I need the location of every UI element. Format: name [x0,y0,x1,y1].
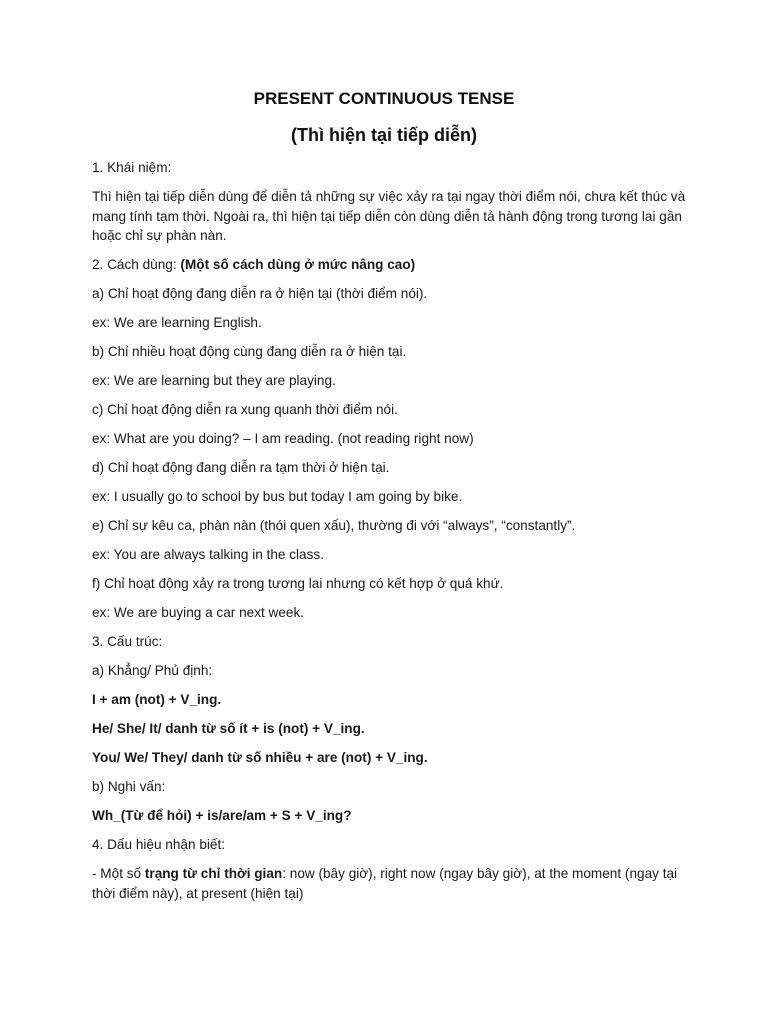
affirmative-heading: a) Khẳng/ Phủ định: [92,663,213,678]
usage-item: b) Chỉ nhiều hoạt động cùng đang diễn ra ở hiện tại. [92,344,407,359]
usage-example: ex: We are buying a car next week. [92,605,305,620]
document-subtitle: (Thì hiện tại tiếp diễn) [291,125,477,145]
formula-question: Wh_(Từ để hỏi) + is/are/am + S + V_ing? [92,808,352,823]
usage-heading-label: 2. Cách dùng: [92,257,181,272]
structure-heading: 3. Cấu trúc: [92,634,163,649]
formula-affirmative: He/ She/ It/ danh từ số ít + is (not) + V_ing. [92,721,365,736]
usage-item: c) Chỉ hoạt động diễn ra xung quanh thời điểm nói. [92,402,398,417]
signs-rest: : now (bây giờ), right now (ngay bây giờ), at the moment (ngay tại thời điểm này), at present (hiện tại) [92,866,678,901]
question-heading: b) Nghi vấn: [92,779,166,794]
concept-heading: 1. Khái niệm: [92,160,172,175]
usage-example: ex: What are you doing? – I am reading. (not reading right now) [92,431,474,446]
usage-example: ex: We are learning English. [92,315,262,330]
usage-heading [92,255,692,275]
usage-item: d) Chỉ hoạt động đang diễn ra tạm thời ở hiện tại. [92,460,390,475]
document-body [92,158,692,913]
signs-prefix: - Một số [92,866,145,881]
signs-heading: 4. Dấu hiệu nhận biết: [92,837,226,852]
document-title: PRESENT CONTINUOUS TENSE [253,89,515,108]
usage-example: ex: I usually go to school by bus but today I am going by bike. [92,489,463,504]
usage-example: ex: We are learning but they are playing. [92,373,336,388]
usage-item: f) Chỉ hoạt động xảy ra trong tương lai nhưng có kết hợp ở quá khứ. [92,576,504,591]
signs-bold: trạng từ chỉ thời gian [144,866,283,881]
formula-affirmative: You/ We/ They/ danh từ số nhiều + are (not) + V_ing. [92,750,428,765]
usage-example: ex: You are always talking in the class. [92,547,324,562]
usage-heading-note: (Một số cách dùng ở mức nâng cao) [180,257,416,272]
formula-affirmative: I + am (not) + V_ing. [92,692,222,707]
usage-item: e) Chỉ sự kêu ca, phàn nàn (thói quen xấu), thường đi với “always”, “constantly”. [92,518,576,533]
usage-item: a) Chỉ hoạt động đang diễn ra ở hiện tại (thời điểm nói). [92,286,428,301]
signs-text [92,864,692,903]
concept-text: Thì hiện tại tiếp diễn dùng để diễn tả những sự việc xảy ra tại ngay thời điểm nói, chưa kết thúc và mang tính tạm thời. Ngoài ra, thì hiện tại tiếp diễn còn dùng diễn tả hành động trong tương lai gần hoặc chỉ sự phàn nàn. [92,189,686,243]
